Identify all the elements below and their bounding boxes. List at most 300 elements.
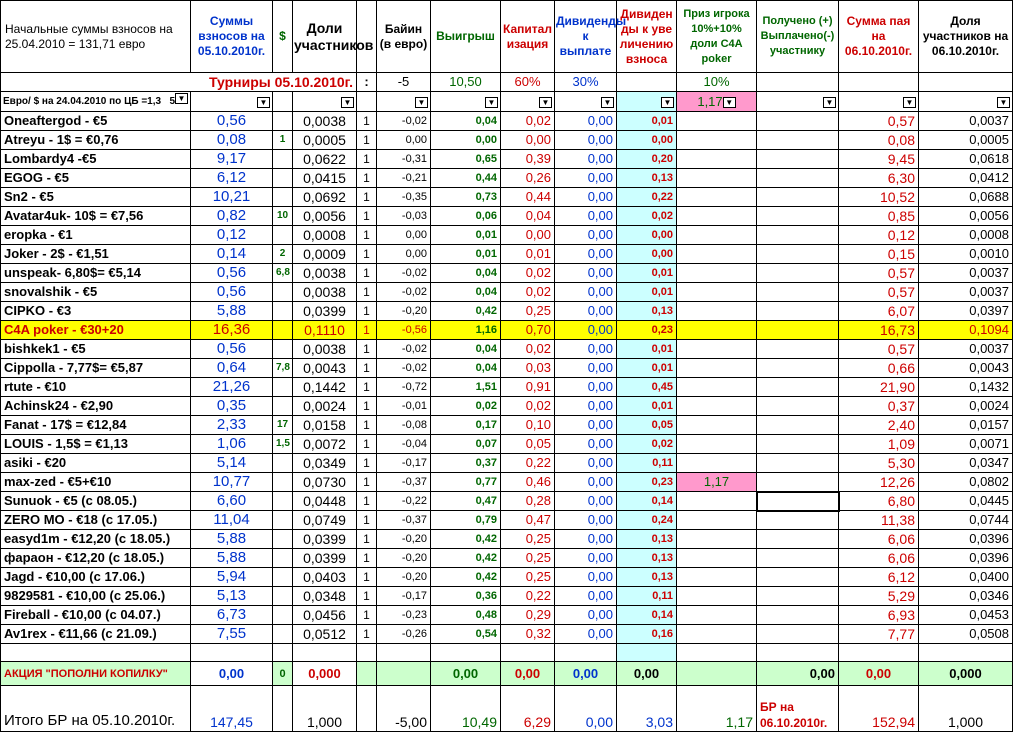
divinc-cell[interactable]: 0,11 xyxy=(617,454,677,473)
cap-cell[interactable]: 0,29 xyxy=(501,606,555,625)
usd-cell[interactable]: 2 xyxy=(273,245,293,264)
win-cell[interactable]: 0,79 xyxy=(431,511,501,530)
newshare-cell[interactable]: 0,0056 xyxy=(919,207,1013,226)
cap-cell[interactable]: 0,00 xyxy=(501,131,555,150)
div-cell[interactable]: 0,00 xyxy=(555,131,617,150)
div-cell[interactable]: 0,00 xyxy=(555,378,617,397)
spacer-cell[interactable] xyxy=(293,644,357,662)
pay-cell[interactable]: 0,85 xyxy=(839,207,919,226)
pay-cell[interactable]: 5,29 xyxy=(839,587,919,606)
divinc-cell[interactable]: 0,13 xyxy=(617,530,677,549)
one-cell[interactable]: 1 xyxy=(357,435,377,454)
pay-cell[interactable]: 0,66 xyxy=(839,359,919,378)
div-cell[interactable]: 0,00 xyxy=(555,169,617,188)
div-cell[interactable]: 0,00 xyxy=(555,473,617,492)
header-pay-sum[interactable]: Сумма пая на 06.10.2010г. xyxy=(839,1,919,73)
buyin-cell[interactable]: 0,00 xyxy=(377,245,431,264)
pay-cell[interactable]: 6,12 xyxy=(839,568,919,587)
divinc-cell[interactable]: 0,01 xyxy=(617,264,677,283)
pay-cell[interactable]: 6,30 xyxy=(839,169,919,188)
sum-cell[interactable]: 0,08 xyxy=(191,131,273,150)
participant-name[interactable]: Av1rex - €11,66 (с 21.09.) xyxy=(1,625,191,644)
one-cell[interactable]: 1 xyxy=(357,454,377,473)
buyin-cell[interactable]: -0,20 xyxy=(377,568,431,587)
tournament-prize-pct[interactable]: 10% xyxy=(677,73,757,92)
div-cell[interactable]: 0,00 xyxy=(555,112,617,131)
totals-label[interactable]: Итого БР на 05.10.2010г. xyxy=(1,686,191,732)
win-cell[interactable]: 0,44 xyxy=(431,169,501,188)
participant-name[interactable]: ZERO MO - €18 (с 17.05.) xyxy=(1,511,191,530)
tournament-empty-4[interactable] xyxy=(919,73,1013,92)
share-cell[interactable]: 0,0622 xyxy=(293,150,357,169)
div-cell[interactable]: 0,00 xyxy=(555,416,617,435)
share-cell[interactable]: 0,0399 xyxy=(293,549,357,568)
share-cell[interactable]: 0,1110 xyxy=(293,321,357,340)
newshare-cell[interactable]: 0,0400 xyxy=(919,568,1013,587)
newshare-cell[interactable]: 0,0396 xyxy=(919,549,1013,568)
participant-name[interactable]: еropka - €1 xyxy=(1,226,191,245)
divinc-cell[interactable]: 0,20 xyxy=(617,150,677,169)
div-cell[interactable]: 0,00 xyxy=(555,435,617,454)
buyin-cell[interactable]: -0,04 xyxy=(377,435,431,454)
win-cell[interactable]: 0,42 xyxy=(431,530,501,549)
participant-name[interactable]: snovalshik - €5 xyxy=(1,283,191,302)
share-cell[interactable]: 0,0348 xyxy=(293,587,357,606)
pay-cell[interactable]: 9,45 xyxy=(839,150,919,169)
share-cell[interactable]: 0,0038 xyxy=(293,283,357,302)
one-cell[interactable]: 1 xyxy=(357,321,377,340)
recv-cell[interactable] xyxy=(757,568,839,587)
buyin-cell[interactable]: -0,37 xyxy=(377,473,431,492)
prize-cell[interactable] xyxy=(677,340,757,359)
header-sums[interactable]: Суммы взносов на 05.10.2010г. xyxy=(191,1,273,73)
sum-cell[interactable]: 0,56 xyxy=(191,340,273,359)
cap-cell[interactable]: 0,91 xyxy=(501,378,555,397)
spacer-cell[interactable] xyxy=(191,644,273,662)
share-cell[interactable]: 0,0399 xyxy=(293,530,357,549)
share-cell[interactable]: 0,0692 xyxy=(293,188,357,207)
newshare-cell[interactable]: 0,0024 xyxy=(919,397,1013,416)
div-cell[interactable]: 0,00 xyxy=(555,625,617,644)
sum-cell[interactable]: 11,04 xyxy=(191,511,273,530)
recv-cell[interactable] xyxy=(757,511,839,530)
share-cell[interactable]: 0,0043 xyxy=(293,359,357,378)
akciya-pay[interactable]: 0,00 xyxy=(839,662,919,686)
one-cell[interactable]: 1 xyxy=(357,226,377,245)
usd-cell[interactable] xyxy=(273,530,293,549)
win-cell[interactable]: 0,65 xyxy=(431,150,501,169)
one-cell[interactable]: 1 xyxy=(357,378,377,397)
pay-cell[interactable]: 6,06 xyxy=(839,530,919,549)
divinc-cell[interactable]: 0,13 xyxy=(617,568,677,587)
participant-name[interactable]: Avatar4uk- 10$ = €7,56 xyxy=(1,207,191,226)
buyin-cell[interactable]: -0,03 xyxy=(377,207,431,226)
div-cell[interactable]: 0,00 xyxy=(555,587,617,606)
usd-cell[interactable] xyxy=(273,625,293,644)
prize-cell[interactable] xyxy=(677,359,757,378)
pay-cell[interactable]: 7,77 xyxy=(839,625,919,644)
buyin-cell[interactable]: -0,21 xyxy=(377,169,431,188)
cap-cell[interactable]: 0,02 xyxy=(501,264,555,283)
divinc-cell[interactable]: 0,45 xyxy=(617,378,677,397)
participant-name[interactable]: Fanat - 17$ = €12,84 xyxy=(1,416,191,435)
filter-cell[interactable] xyxy=(839,92,919,112)
usd-cell[interactable] xyxy=(273,606,293,625)
win-cell[interactable]: 0,02 xyxy=(431,397,501,416)
filter-rate-label[interactable] xyxy=(1,92,191,112)
header-buyin[interactable]: Байин (в евро) xyxy=(377,1,431,73)
participant-name[interactable]: LOUIS - 1,5$ = €1,13 xyxy=(1,435,191,454)
win-cell[interactable]: 0,47 xyxy=(431,492,501,511)
filter-dropdown-button[interactable]: ▼ xyxy=(997,97,1010,108)
prize-cell[interactable] xyxy=(677,283,757,302)
share-cell[interactable]: 0,0749 xyxy=(293,511,357,530)
divinc-cell[interactable]: 0,01 xyxy=(617,283,677,302)
tournament-empty-1[interactable] xyxy=(617,73,677,92)
newshare-cell[interactable]: 0,0802 xyxy=(919,473,1013,492)
akciya-empty[interactable] xyxy=(377,662,431,686)
sum-cell[interactable]: 21,26 xyxy=(191,378,273,397)
div-cell[interactable]: 0,00 xyxy=(555,150,617,169)
sum-cell[interactable]: 0,56 xyxy=(191,283,273,302)
divinc-cell[interactable]: 0,00 xyxy=(617,226,677,245)
sum-cell[interactable]: 5,88 xyxy=(191,549,273,568)
buyin-cell[interactable]: -0,02 xyxy=(377,359,431,378)
one-cell[interactable]: 1 xyxy=(357,530,377,549)
recv-cell[interactable] xyxy=(757,492,839,511)
divinc-cell[interactable]: 0,14 xyxy=(617,492,677,511)
filter-dropdown-button[interactable]: ▼ xyxy=(723,97,736,108)
filter-dropdown-button[interactable]: ▼ xyxy=(903,97,916,108)
pay-cell[interactable]: 21,90 xyxy=(839,378,919,397)
pay-cell[interactable]: 2,40 xyxy=(839,416,919,435)
divinc-cell[interactable]: 0,01 xyxy=(617,112,677,131)
buyin-cell[interactable]: -0,20 xyxy=(377,302,431,321)
div-cell[interactable]: 0,00 xyxy=(555,568,617,587)
pay-cell[interactable]: 10,52 xyxy=(839,188,919,207)
buyin-cell[interactable]: 0,00 xyxy=(377,226,431,245)
divinc-cell[interactable]: 0,14 xyxy=(617,606,677,625)
spacer-cell[interactable] xyxy=(377,644,431,662)
share-cell[interactable]: 0,0349 xyxy=(293,454,357,473)
recv-cell[interactable] xyxy=(757,283,839,302)
prize-cell[interactable] xyxy=(677,378,757,397)
cap-cell[interactable]: 0,47 xyxy=(501,511,555,530)
recv-cell[interactable] xyxy=(757,169,839,188)
prize-cell[interactable] xyxy=(677,321,757,340)
tournament-empty-2[interactable] xyxy=(757,73,839,92)
recv-cell[interactable] xyxy=(757,625,839,644)
win-cell[interactable]: 0,04 xyxy=(431,112,501,131)
div-cell[interactable]: 0,00 xyxy=(555,549,617,568)
header-dividends-increase[interactable]: Дивиденды к увеличению взноса xyxy=(617,1,677,73)
pay-cell[interactable]: 16,73 xyxy=(839,321,919,340)
win-cell[interactable]: 0,04 xyxy=(431,283,501,302)
usd-cell[interactable] xyxy=(273,169,293,188)
spacer-cell[interactable] xyxy=(357,644,377,662)
sum-cell[interactable]: 0,56 xyxy=(191,112,273,131)
sum-cell[interactable]: 0,56 xyxy=(191,264,273,283)
usd-cell[interactable]: 17 xyxy=(273,416,293,435)
akciya-name[interactable]: АКЦИЯ "ПОПОЛНИ КОПИЛКУ" xyxy=(1,662,191,686)
filter-cell[interactable] xyxy=(431,92,501,112)
header-capitalization[interactable]: Капитализация xyxy=(501,1,555,73)
share-cell[interactable]: 0,0403 xyxy=(293,568,357,587)
pay-cell[interactable]: 0,57 xyxy=(839,340,919,359)
recv-cell[interactable] xyxy=(757,416,839,435)
filter-cell[interactable] xyxy=(617,92,677,112)
share-cell[interactable]: 0,0038 xyxy=(293,264,357,283)
header-initial-sums[interactable]: Начальные суммы взносов на 25.04.2010 = 131,71 евро xyxy=(1,1,191,73)
div-cell[interactable]: 0,00 xyxy=(555,264,617,283)
cap-cell[interactable]: 0,01 xyxy=(501,245,555,264)
divinc-cell[interactable]: 0,05 xyxy=(617,416,677,435)
filter-cell[interactable] xyxy=(501,92,555,112)
share-cell[interactable]: 0,0399 xyxy=(293,302,357,321)
prize-cell[interactable] xyxy=(677,150,757,169)
buyin-cell[interactable]: -0,17 xyxy=(377,454,431,473)
one-cell[interactable]: 1 xyxy=(357,625,377,644)
totals-br-label[interactable]: БР на 06.10.2010г. xyxy=(757,686,839,732)
header-shares[interactable]: Доли участников xyxy=(293,1,357,73)
participant-name[interactable]: easyd1m - €12,20 (с 18.05.) xyxy=(1,530,191,549)
cap-cell[interactable]: 0,70 xyxy=(501,321,555,340)
sum-cell[interactable]: 2,33 xyxy=(191,416,273,435)
divinc-cell[interactable]: 0,00 xyxy=(617,245,677,264)
usd-cell[interactable] xyxy=(273,226,293,245)
recv-cell[interactable] xyxy=(757,454,839,473)
akciya-divinc[interactable]: 0,00 xyxy=(617,662,677,686)
one-cell[interactable]: 1 xyxy=(357,207,377,226)
participant-name[interactable]: 9829581 - €10,00 (с 25.06.) xyxy=(1,587,191,606)
sum-cell[interactable]: 5,94 xyxy=(191,568,273,587)
spacer-cell[interactable] xyxy=(431,644,501,662)
recv-cell[interactable] xyxy=(757,245,839,264)
cap-cell[interactable]: 0,32 xyxy=(501,625,555,644)
usd-cell[interactable]: 1,5 xyxy=(273,435,293,454)
totals-divinc[interactable]: 3,03 xyxy=(617,686,677,732)
usd-cell[interactable] xyxy=(273,397,293,416)
one-cell[interactable]: 1 xyxy=(357,473,377,492)
newshare-cell[interactable]: 0,0396 xyxy=(919,530,1013,549)
filter-cell[interactable] xyxy=(293,92,357,112)
win-cell[interactable]: 0,07 xyxy=(431,435,501,454)
totals-pay[interactable]: 152,94 xyxy=(839,686,919,732)
newshare-cell[interactable]: 0,0071 xyxy=(919,435,1013,454)
div-cell[interactable]: 0,00 xyxy=(555,511,617,530)
div-cell[interactable]: 0,00 xyxy=(555,454,617,473)
divinc-cell[interactable]: 0,13 xyxy=(617,169,677,188)
win-cell[interactable]: 0,54 xyxy=(431,625,501,644)
pay-cell[interactable]: 11,38 xyxy=(839,511,919,530)
spacer-cell[interactable] xyxy=(501,644,555,662)
prize-cell[interactable] xyxy=(677,587,757,606)
recv-cell[interactable] xyxy=(757,131,839,150)
participant-name[interactable]: Cippolla - 7,77$= €5,87 xyxy=(1,359,191,378)
recv-cell[interactable] xyxy=(757,587,839,606)
sum-cell[interactable]: 0,14 xyxy=(191,245,273,264)
header-new-share[interactable]: Доля участников на 06.10.2010г. xyxy=(919,1,1013,73)
buyin-cell[interactable]: 0,00 xyxy=(377,131,431,150)
sum-cell[interactable]: 0,35 xyxy=(191,397,273,416)
one-cell[interactable]: 1 xyxy=(357,169,377,188)
recv-cell[interactable] xyxy=(757,188,839,207)
recv-cell[interactable] xyxy=(757,264,839,283)
share-cell[interactable]: 0,0158 xyxy=(293,416,357,435)
akciya-newshare[interactable]: 0,000 xyxy=(919,662,1013,686)
recv-cell[interactable] xyxy=(757,549,839,568)
recv-cell[interactable] xyxy=(757,112,839,131)
share-cell[interactable]: 0,0072 xyxy=(293,435,357,454)
win-cell[interactable]: 0,00 xyxy=(431,131,501,150)
pay-cell[interactable]: 0,57 xyxy=(839,264,919,283)
buyin-cell[interactable]: -0,35 xyxy=(377,188,431,207)
newshare-cell[interactable]: 0,0445 xyxy=(919,492,1013,511)
filter-dropdown-button[interactable]: ▼ xyxy=(539,97,552,108)
totals-cap[interactable]: 6,29 xyxy=(501,686,555,732)
cap-cell[interactable]: 0,02 xyxy=(501,397,555,416)
newshare-cell[interactable]: 0,0744 xyxy=(919,511,1013,530)
tournament-buyin[interactable]: -5 xyxy=(377,73,431,92)
div-cell[interactable]: 0,00 xyxy=(555,321,617,340)
prize-cell[interactable] xyxy=(677,530,757,549)
pay-cell[interactable]: 5,30 xyxy=(839,454,919,473)
akciya-recv[interactable]: 0,00 xyxy=(757,662,839,686)
cap-cell[interactable]: 0,39 xyxy=(501,150,555,169)
usd-cell[interactable]: 6,8 xyxy=(273,264,293,283)
recv-cell[interactable] xyxy=(757,340,839,359)
spacer-cell[interactable] xyxy=(839,644,919,662)
filter-dropdown-button[interactable]: ▼ xyxy=(485,97,498,108)
cap-cell[interactable]: 0,26 xyxy=(501,169,555,188)
win-cell[interactable]: 1,51 xyxy=(431,378,501,397)
buyin-cell[interactable]: -0,01 xyxy=(377,397,431,416)
usd-cell[interactable] xyxy=(273,511,293,530)
divinc-cell[interactable]: 0,02 xyxy=(617,207,677,226)
newshare-cell[interactable]: 0,0346 xyxy=(919,587,1013,606)
sum-cell[interactable]: 6,60 xyxy=(191,492,273,511)
totals-empty[interactable] xyxy=(357,686,377,732)
buyin-cell[interactable]: -0,22 xyxy=(377,492,431,511)
one-cell[interactable]: 1 xyxy=(357,549,377,568)
participant-name[interactable]: rtute - €10 xyxy=(1,378,191,397)
participant-name[interactable]: Lombardy4 -€5 xyxy=(1,150,191,169)
sum-cell[interactable]: 5,14 xyxy=(191,454,273,473)
div-cell[interactable]: 0,00 xyxy=(555,283,617,302)
divinc-cell[interactable]: 0,02 xyxy=(617,435,677,454)
newshare-cell[interactable]: 0,0043 xyxy=(919,359,1013,378)
filter-dropdown-button[interactable]: ▼ xyxy=(257,97,270,108)
usd-cell[interactable] xyxy=(273,188,293,207)
pay-cell[interactable]: 1,09 xyxy=(839,435,919,454)
recv-cell[interactable] xyxy=(757,150,839,169)
newshare-cell[interactable]: 0,0157 xyxy=(919,416,1013,435)
div-cell[interactable]: 0,00 xyxy=(555,397,617,416)
share-cell[interactable]: 0,0005 xyxy=(293,131,357,150)
newshare-cell[interactable]: 0,0037 xyxy=(919,264,1013,283)
akciya-cap[interactable]: 0,00 xyxy=(501,662,555,686)
one-cell[interactable]: 1 xyxy=(357,492,377,511)
sum-cell[interactable]: 0,82 xyxy=(191,207,273,226)
usd-cell[interactable] xyxy=(273,587,293,606)
recv-cell[interactable] xyxy=(757,473,839,492)
divinc-cell[interactable]: 0,13 xyxy=(617,549,677,568)
filter-cell[interactable] xyxy=(377,92,431,112)
share-cell[interactable]: 0,0512 xyxy=(293,625,357,644)
sum-cell[interactable]: 5,13 xyxy=(191,587,273,606)
usd-cell[interactable] xyxy=(273,492,293,511)
header-usd[interactable]: $ xyxy=(273,1,293,73)
recv-cell[interactable] xyxy=(757,397,839,416)
div-cell[interactable]: 0,00 xyxy=(555,207,617,226)
filter-dropdown-button[interactable]: ▼ xyxy=(415,97,428,108)
cap-cell[interactable]: 0,02 xyxy=(501,340,555,359)
newshare-cell[interactable]: 0,0508 xyxy=(919,625,1013,644)
div-cell[interactable]: 0,00 xyxy=(555,530,617,549)
share-cell[interactable]: 0,0448 xyxy=(293,492,357,511)
prize-cell[interactable] xyxy=(677,416,757,435)
akciya-sum[interactable]: 0,00 xyxy=(191,662,273,686)
akciya-div[interactable]: 0,00 xyxy=(555,662,617,686)
newshare-cell[interactable]: 0,0453 xyxy=(919,606,1013,625)
cap-cell[interactable]: 0,44 xyxy=(501,188,555,207)
win-cell[interactable]: 0,42 xyxy=(431,568,501,587)
divinc-cell[interactable]: 0,00 xyxy=(617,131,677,150)
participant-name[interactable]: C4A poker - €30+20 xyxy=(1,321,191,340)
sum-cell[interactable]: 9,17 xyxy=(191,150,273,169)
filter-cell[interactable] xyxy=(677,92,757,112)
prize-cell[interactable] xyxy=(677,264,757,283)
one-cell[interactable]: 1 xyxy=(357,188,377,207)
cap-cell[interactable]: 0,02 xyxy=(501,112,555,131)
newshare-cell[interactable]: 0,0037 xyxy=(919,283,1013,302)
cap-cell[interactable]: 0,25 xyxy=(501,530,555,549)
spacer-cell[interactable] xyxy=(1,644,191,662)
usd-cell[interactable] xyxy=(273,112,293,131)
spacer-cell[interactable] xyxy=(555,644,617,662)
pay-cell[interactable]: 0,57 xyxy=(839,283,919,302)
win-cell[interactable]: 0,42 xyxy=(431,302,501,321)
participant-name[interactable]: Jagd - €10,00 (с 17.06.) xyxy=(1,568,191,587)
win-cell[interactable]: 0,48 xyxy=(431,606,501,625)
newshare-cell[interactable]: 0,0010 xyxy=(919,245,1013,264)
usd-cell[interactable] xyxy=(273,568,293,587)
cap-cell[interactable]: 0,10 xyxy=(501,416,555,435)
cap-cell[interactable]: 0,28 xyxy=(501,492,555,511)
win-cell[interactable]: 0,06 xyxy=(431,207,501,226)
tournament-cap-pct[interactable]: 60% xyxy=(501,73,555,92)
participant-name[interactable]: max-zed - €5+€10 xyxy=(1,473,191,492)
tournament-label[interactable]: Турниры 05.10.2010г. xyxy=(1,73,357,92)
win-cell[interactable]: 0,04 xyxy=(431,340,501,359)
filter-cell[interactable] xyxy=(757,92,839,112)
buyin-cell[interactable]: -0,17 xyxy=(377,587,431,606)
pay-cell[interactable]: 6,06 xyxy=(839,549,919,568)
prize-cell[interactable]: 1,17 xyxy=(677,473,757,492)
recv-cell[interactable] xyxy=(757,226,839,245)
participant-name[interactable]: Oneaftergod - €5 xyxy=(1,112,191,131)
spacer-cell[interactable] xyxy=(757,644,839,662)
one-cell[interactable]: 1 xyxy=(357,245,377,264)
usd-cell[interactable] xyxy=(273,150,293,169)
prize-cell[interactable] xyxy=(677,207,757,226)
prize-cell[interactable] xyxy=(677,112,757,131)
buyin-cell[interactable]: -0,20 xyxy=(377,530,431,549)
filter-dropdown-button[interactable]: ▼ xyxy=(175,93,188,104)
one-cell[interactable]: 1 xyxy=(357,283,377,302)
share-cell[interactable]: 0,0038 xyxy=(293,340,357,359)
participant-name[interactable]: фараон - €12,20 (с 18.05.) xyxy=(1,549,191,568)
